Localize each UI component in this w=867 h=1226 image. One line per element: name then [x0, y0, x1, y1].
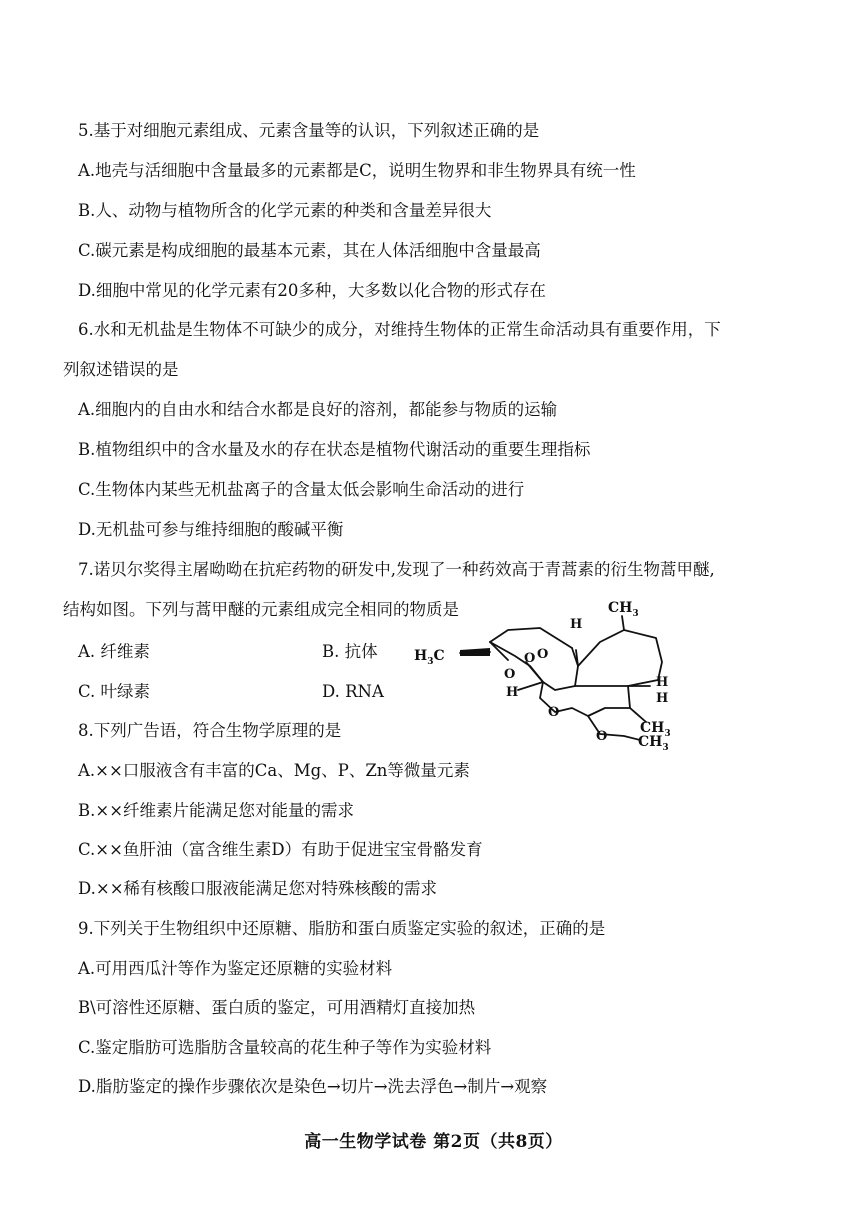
q9-option-a: A.可用西瓜汁等作为鉴定还原糖的实验材料 — [78, 959, 393, 978]
label-h-right-1: H — [656, 675, 669, 690]
q8-stem: 8.下列广告语，符合生物学原理的是 — [78, 721, 342, 740]
bond-ring-b — [575, 630, 662, 686]
q8-option-d: D.××稀有核酸口服液能满足您对特殊核酸的需求 — [78, 879, 438, 898]
q7-option-c: C. 叶绿素 — [78, 682, 151, 701]
bond-bridge — [490, 628, 572, 648]
label-oxygen-1: O — [524, 651, 536, 666]
q7-option-b: B. 抗体 — [322, 642, 378, 661]
q8-option-a: A.××口服液含有丰富的Ca、Mg、P、Zn等微量元素 — [78, 761, 470, 780]
q6-stem-line1: 6.水和无机盐是生物体不可缺少的成分，对维持生物体的正常生命活动具有重要作用，下 — [78, 320, 721, 339]
label-h3c-left: $H_3C$ — [414, 648, 445, 667]
q6-option-d: D.无机盐可参与维持细胞的酸碱平衡 — [78, 520, 344, 539]
q6-option-b: B.植物组织中的含水量及水的存在状态是植物代谢活动的重要生理指标 — [78, 440, 591, 459]
q7-stem-line2: 结构如图。下列与蒿甲醚的元素组成完全相同的物质是 — [63, 600, 459, 619]
label-h-right-2: H — [656, 691, 669, 706]
q5-option-a: A.地壳与活细胞中含量最多的元素都是C，说明生物界和非生物界具有统一性 — [78, 161, 636, 180]
label-ch3-top: $CH_3$ — [608, 600, 639, 619]
bond-ch3-top — [622, 616, 624, 630]
q8-option-b: B.××纤维素片能满足您对能量的需求 — [78, 801, 355, 820]
wedge-h3c — [460, 648, 490, 656]
label-oxygen-3: O — [537, 647, 549, 662]
label-oxygen-2: O — [504, 667, 516, 682]
label-oxygen-4: O — [548, 705, 560, 720]
q6-stem-line2: 列叙述错误的是 — [63, 360, 179, 379]
q9-option-d: D.脂肪鉴定的操作步骤依次是染色→切片→洗去浮色→制片→观察 — [78, 1077, 548, 1096]
q7-option-d: D. RNA — [322, 682, 384, 701]
page-footer: 高一生物学试卷 第2页（共8页） — [304, 1132, 563, 1152]
bond-h-left — [518, 682, 543, 690]
q7-stem-line1: 7.诺贝尔奖得主屠呦呦在抗疟药物的研发中,发现了一种药效高于青蒿素的衍生物蒿甲醚, — [78, 560, 715, 579]
label-ch3-right: $CH_3$ — [640, 720, 671, 739]
q5-option-c: C.碳元素是构成细胞的最基本元素，其在人体活细胞中含量最高 — [78, 241, 541, 260]
q5-stem: 5.基于对细胞元素组成、元素含量等的认识，下列叙述正确的是 — [78, 121, 540, 140]
bond-ring-a — [490, 642, 578, 690]
label-oxygen-5: O — [596, 729, 608, 744]
q9-option-b: B\可溶性还原糖、蛋白质的鉴定，可用酒精灯直接加热 — [78, 998, 476, 1017]
q6-option-a: A.细胞内的自由水和结合水都是良好的溶剂，都能参与物质的运输 — [78, 400, 558, 419]
label-h-left: H — [506, 685, 519, 700]
q9-stem: 9.下列关于生物组织中还原糖、脂肪和蛋白质鉴定实验的叙述，正确的是 — [78, 919, 606, 938]
label-ch3-bottom: $CH_3$ — [638, 734, 669, 750]
q6-option-c: C.生物体内某些无机盐离子的含量太低会影响生命活动的进行 — [78, 480, 525, 499]
artemether-structure-diagram — [400, 590, 700, 750]
q8-option-c: C.××鱼肝油（富含维生素D）有助于促进宝宝骨骼发育 — [78, 840, 483, 859]
bond-ring-c — [628, 686, 630, 708]
q5-option-b: B.人、动物与植物所含的化学元素的种类和含量差异很大 — [78, 201, 492, 220]
label-h-top: H — [570, 617, 583, 632]
q7-option-a: A. 纤维素 — [78, 642, 150, 661]
q9-option-c: C.鉴定脂肪可选脂肪含量较高的花生种子等作为实验材料 — [78, 1038, 492, 1057]
q5-option-d: D.细胞中常见的化学元素有20多种，大多数以化合物的形式存在 — [78, 281, 546, 300]
